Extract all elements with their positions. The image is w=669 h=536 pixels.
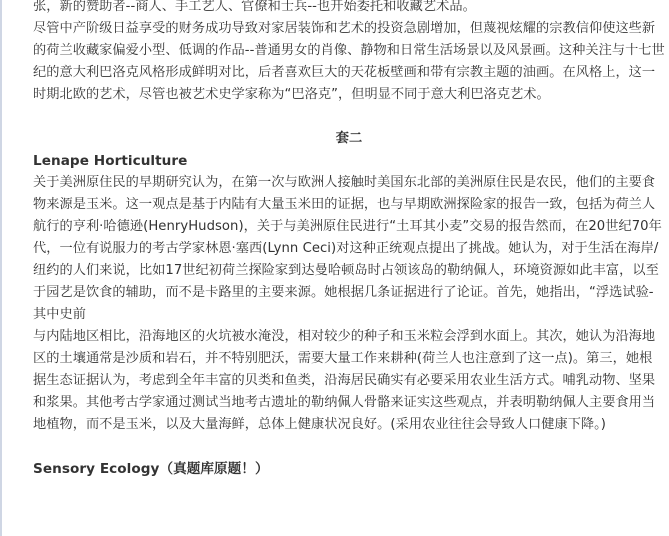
passage-paragraph: 关于美洲原住民的早期研究认为，在第一次与欧洲人接触时美国东北部的美洲原住民是农民，他们的主要食物来源是玉米。这一观点是基于内陆有大量玉米田的证据，也与早期欧洲探险家的报告一致，包括为荷兰人航行的亨利·哈德逊(HenryHudson)，关于与美洲原住民进行“土耳其小麦”交易的报告然而，在20世纪70年代，一位有说服力的考古学家林恩·塞西(Lynn Ceci)对这种正统观点提出了挑战。她认为，对于生活在海岸/纽约的人们来说，比如17世纪初荷兰探险家到达曼哈顿岛时占领该岛的勒纳佩人，环境资源如此丰富，以至于园艺是饮食的辅助，而不是卡路里的主要来源。她根据几条证据进行了论证。首先，她指出，“浮选试验-其中史前 — [33, 175, 662, 322]
intro-line: 张，新的赞助者--商人、手工艺人、官僚和士兵--也开始委托和收藏艺术品。 — [33, 0, 476, 14]
passage-paragraph-continued: 与内陆地区相比，沿海地区的火坑被水淹没，相对较少的种子和玉米粒会浮到水面上。其次，她认为沿海地区的土壤通常是沙质和岩石，并不特别肥沃，需要大量工作来耕种(荷兰人也注意到了这一点)。第三，她根据生态证据认为，考虑到全年丰富的贝类和鱼类，沿海居民确实有必要采用农业生活方式。哺乳动物、坚果和浆果。其他考古学家通过测试当地考古遗址的勒纳佩人骨骼来证实这些观点，并表明勒纳佩人主要食用当地植物，而不是玉米，以及大量海鲜，总体上健康状况良好。(采用农业往往会导致人口健康下降。) — [33, 329, 656, 432]
section-title: 套二 — [335, 131, 363, 146]
intro-paragraph: 尽管中产阶级日益享受的财务成功导致对家居装饰和艺术的投资急剧增加，但蔑视炫耀的宗教信仰使这些新的荷兰收藏家偏爱小型、低调的作品--普通男女的肖像、静物和日常生活场景以及风景画。这种关注与十七世纪的意大利巴洛克风格形成鲜明对比，后者喜欢巨大的天花板壁画和带有宗教主题的油画。在风格上，这一时期北欧的艺术，尽管也被艺术史学家称为“巴洛克”，但明显不同于意大利巴洛克艺术。 — [33, 21, 665, 102]
article-body — [33, 0, 665, 480]
next-passage-heading: Sensory Ecology（真题库原题！） — [33, 461, 269, 477]
left-border-rule — [0, 0, 2, 536]
passage-heading: Lenape Horticulture — [33, 153, 188, 169]
